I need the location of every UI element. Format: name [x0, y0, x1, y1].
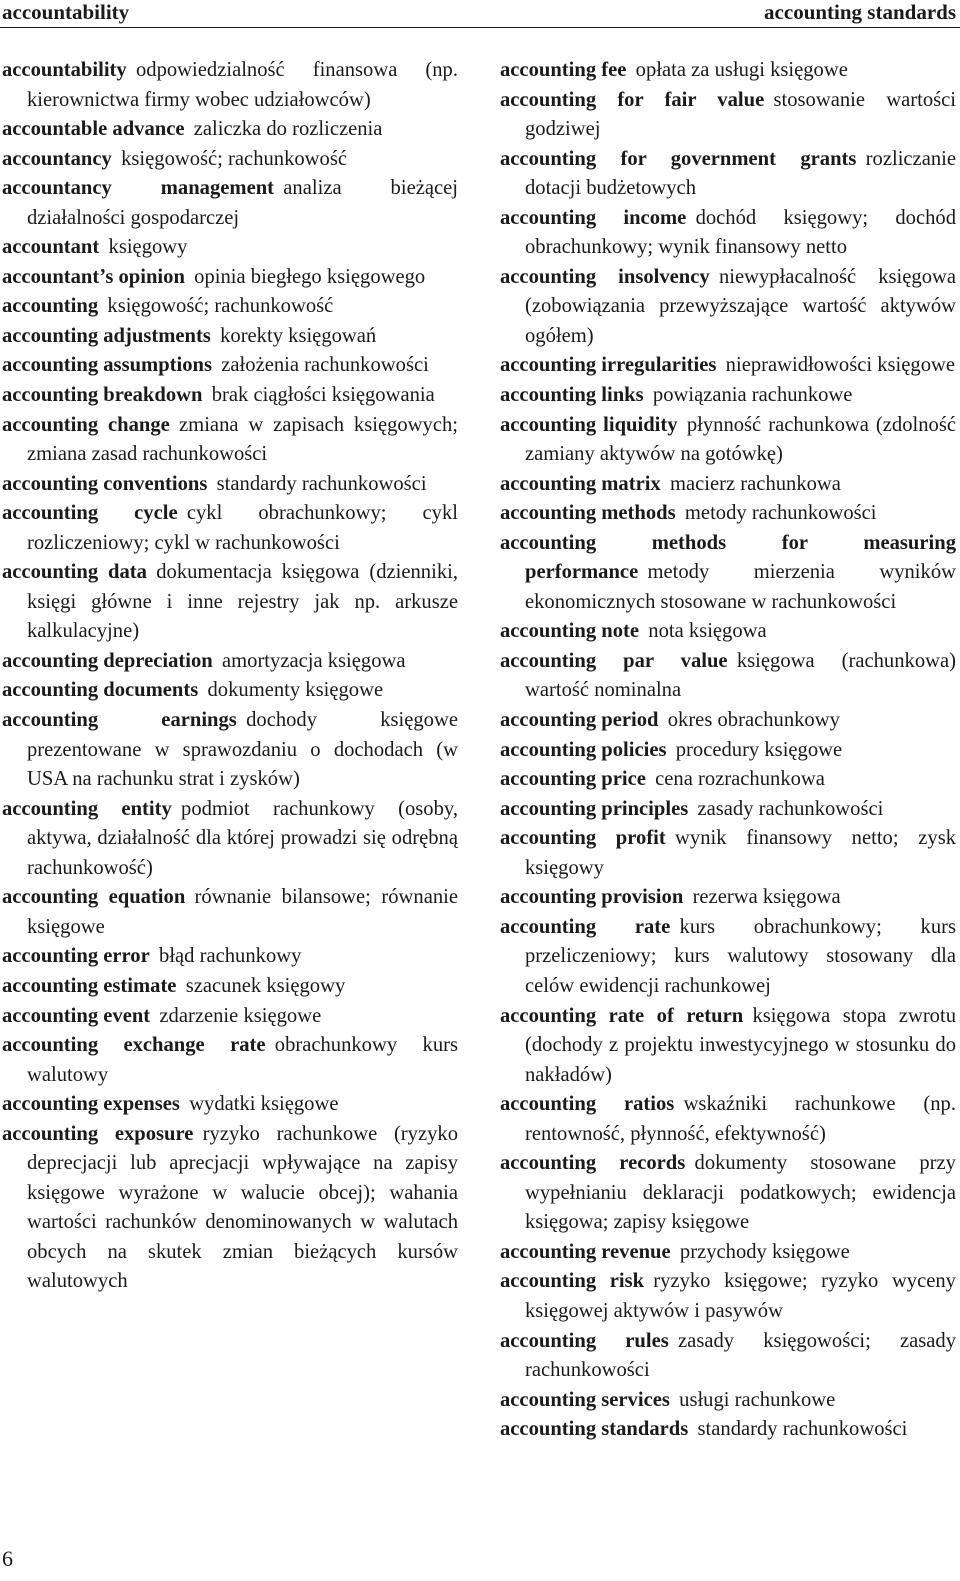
entry-translation: księgowość; rachunkowość	[121, 147, 348, 170]
entry-translation: standardy rachunkowości	[697, 1418, 908, 1441]
dictionary-entry	[500, 145, 956, 204]
entry-term: accounting records	[500, 1152, 686, 1175]
entry-translation: macierz rachunkowa	[670, 472, 841, 495]
dictionary-entry	[500, 263, 956, 352]
entry-translation: księgowa stopa zwrotu (dochody z projektu inwestycyjnego w stosunku do nakładów)	[525, 1004, 956, 1086]
entry-translation: wskaźniki rachunkowe (np. rentowność, płynność, efektywność)	[525, 1093, 956, 1145]
entry-translation: opłata za usługi księgowe	[635, 59, 848, 81]
entry-term: accounting conventions	[2, 472, 208, 495]
entry-term: accounting revenue	[500, 1240, 671, 1263]
entry-translation: metody mierzenia wyników ekonomicznych stosowane w rachunkowości	[525, 561, 956, 613]
entry-translation: opinia biegłego księgowego	[194, 265, 426, 288]
entry-term: accounting ratios	[500, 1093, 675, 1116]
entry-translation: nota księgowa	[648, 620, 767, 643]
entry-translation: założenia rachunkowości	[221, 354, 429, 377]
entry-translation: usługi rachunkowe	[679, 1388, 836, 1411]
entry-term: accounting liquidity	[500, 413, 678, 436]
entry-translation: brak ciągłości księgowania	[211, 384, 435, 407]
entry-term: accounting policies	[500, 738, 667, 761]
entry-term: accounting estimate	[2, 974, 177, 997]
entry-term: accountancy	[2, 147, 112, 170]
entry-term: accounting documents	[2, 679, 199, 702]
dictionary-entry	[2, 499, 458, 558]
entry-term: accounting for fair value	[500, 88, 765, 111]
entry-translation: stosowanie wartości godziwej	[525, 88, 956, 141]
dictionary-entry	[2, 1031, 458, 1090]
entry-term: accountant	[2, 236, 100, 259]
dictionary-entry	[500, 204, 956, 263]
entry-translation: kurs obrachunkowy; kurs przeliczeniowy; kurs walutowy stosowany dla celów ewidencji rachunkowej	[525, 915, 956, 997]
entry-translation: procedury księgowe	[675, 738, 843, 761]
entry-translation: powiązania rachunkowe	[652, 384, 853, 407]
dictionary-entry	[2, 647, 458, 677]
entry-term: accounting depreciation	[2, 649, 213, 672]
entry-term: accountancy management	[2, 177, 275, 200]
entry-translation: dokumentacja księgowa (dzienniki, księgi główne i inne rejestry jak np. arkusze kalkulacyjne)	[27, 561, 458, 643]
entry-translation: korekty księgowań	[220, 324, 377, 347]
entry-term: accounting adjustments	[2, 324, 211, 347]
left-column	[2, 56, 458, 1297]
entry-translation: równanie bilansowe; równanie księgowe	[27, 886, 458, 938]
entry-term: accounting for government grants	[500, 147, 857, 170]
dictionary-entry	[2, 795, 458, 884]
entry-term: accounting exchange rate	[2, 1034, 266, 1057]
entry-translation: zdarzenie księgowe	[159, 1004, 322, 1027]
dictionary-entry	[2, 470, 458, 500]
entry-term: accounting breakdown	[2, 384, 203, 407]
dictionary-entry	[500, 470, 956, 500]
dictionary-entry	[500, 529, 956, 618]
entry-translation: dochód księgowy; dochód obrachunkowy; wynik finansowy netto	[525, 206, 956, 259]
entry-translation: wynik finansowy netto; zysk księgowy	[525, 827, 957, 879]
entry-translation: rozliczanie dotacji budżetowych	[525, 147, 956, 200]
dictionary-entry	[2, 676, 458, 706]
entry-term: accounting fee	[500, 59, 627, 81]
dictionary-entry	[2, 883, 458, 942]
entry-term: accounting note	[500, 620, 640, 643]
dictionary-entry	[500, 824, 956, 883]
entry-term: accounting methods	[500, 502, 676, 525]
dictionary-entry	[2, 322, 458, 352]
dictionary-entry	[500, 913, 956, 1002]
dictionary-entry	[2, 706, 458, 795]
entry-translation: nieprawidłowości księgowe	[725, 354, 956, 377]
dictionary-entry	[2, 1120, 458, 1297]
entry-term: accountable advance	[2, 118, 185, 141]
dictionary-entry	[2, 351, 458, 381]
entry-term: accounting methods for measuring performance	[500, 531, 956, 584]
entry-term: accounting services	[500, 1388, 670, 1411]
dictionary-entry	[2, 233, 458, 263]
entry-term: accounting entity	[2, 797, 172, 820]
dictionary-entry	[2, 263, 458, 293]
dictionary-entry	[2, 558, 458, 647]
dictionary-entry	[500, 1090, 956, 1149]
entry-translation: cykl obrachunkowy; cykl rozliczeniowy; cykl w rachunkowości	[27, 502, 458, 554]
dictionary-entry	[500, 1238, 956, 1268]
entry-term: accounting expenses	[2, 1093, 180, 1116]
entry-term: accounting error	[2, 945, 150, 968]
entry-term: accounting income	[500, 206, 687, 229]
dictionary-entry	[2, 1090, 458, 1120]
entry-translation: księgowa (rachunkowa) wartość nominalna	[525, 649, 956, 702]
entry-translation: odpowiedzialność finansowa (np. kierownictwa firmy wobec udziałowców)	[27, 59, 458, 111]
dictionary-entry	[500, 499, 956, 529]
entry-translation: zaliczka do rozliczenia	[193, 118, 383, 141]
dictionary-entry	[500, 1002, 956, 1091]
dictionary-entry	[2, 145, 458, 175]
dictionary-entry	[500, 1149, 956, 1238]
entry-translation: metody rachunkowości	[684, 502, 877, 525]
dictionary-entry	[2, 972, 458, 1002]
dictionary-entry	[500, 765, 956, 795]
entry-term: accounting profit	[500, 827, 666, 850]
dictionary-entry	[2, 381, 458, 411]
dictionary-entry	[500, 795, 956, 825]
entry-term: accountant’s opinion	[2, 265, 185, 288]
entry-translation: szacunek księgowy	[185, 974, 346, 997]
entry-term: accounting risk	[500, 1270, 645, 1293]
entry-translation: ryzyko księgowe; ryzyko wyceny księgowej aktywów i pasywów	[525, 1270, 956, 1322]
dictionary-entry	[500, 1267, 956, 1326]
dictionary-entry	[500, 883, 956, 913]
entry-term: accounting equation	[2, 886, 186, 909]
dictionary-entry	[2, 174, 458, 233]
entry-term: accounting	[2, 295, 99, 318]
entry-term: accounting insolvency	[500, 265, 710, 288]
entry-translation: cena rozrachunkowa	[655, 768, 825, 791]
dictionary-entry	[2, 411, 458, 470]
dictionary-entry	[500, 381, 956, 411]
entry-term: accountability	[2, 59, 127, 81]
entry-term: accounting matrix	[500, 472, 661, 495]
entry-term: accounting change	[2, 413, 170, 436]
left-guide-word: accountability	[2, 0, 130, 24]
right-column	[500, 56, 956, 1445]
running-header	[0, 0, 960, 27]
entry-translation: amortyzacja księgowa	[221, 649, 406, 672]
dictionary-entry	[2, 292, 458, 322]
entry-translation: księgowość; rachunkowość	[107, 295, 334, 318]
entry-translation: podmiot rachunkowy (osoby, aktywa, działalność dla której prowadzi się odrębną rachunkowość)	[27, 797, 458, 879]
entry-translation: okres obrachunkowy	[667, 709, 840, 732]
header-rule	[0, 27, 960, 28]
dictionary-entry	[2, 115, 458, 145]
entry-translation: zasady księgowości; zasady rachunkowości	[525, 1329, 957, 1382]
entry-translation: obrachunkowy kurs walutowy	[27, 1034, 458, 1086]
dictionary-entry	[500, 736, 956, 766]
entry-term: accounting assumptions	[2, 354, 212, 377]
entry-term: accounting rules	[500, 1329, 669, 1352]
dictionary-entry	[500, 56, 956, 86]
entry-translation: księgowy	[108, 236, 188, 259]
entry-term: accounting rate of return	[500, 1004, 744, 1027]
dictionary-entry	[500, 617, 956, 647]
dictionary-entry	[500, 706, 956, 736]
entry-translation: zmiana w zapisach księgowych; zmiana zasad rachunkowości	[27, 413, 459, 466]
entry-translation: płynność rachunkowa (zdolność zamiany aktywów na gotówkę)	[525, 413, 956, 466]
entry-translation: błąd rachunkowy	[159, 945, 302, 968]
entry-translation: zasady rachunkowości	[697, 797, 884, 820]
entry-translation: dochody księgowe prezentowane w sprawozdaniu o dochodach (w USA na rachunku strat i zysków)	[27, 709, 458, 791]
entry-term: accounting earnings	[2, 709, 237, 732]
entry-term: accounting data	[2, 561, 147, 584]
entry-translation: wydatki księgowe	[189, 1093, 339, 1116]
entry-translation: analiza bieżącej działalności gospodarczej	[27, 177, 458, 229]
entry-term: accounting irregularities	[500, 354, 717, 377]
dictionary-entry	[500, 1415, 956, 1445]
dictionary-entry	[500, 351, 956, 381]
entry-term: accounting principles	[500, 797, 689, 820]
entry-term: accounting cycle	[2, 502, 178, 525]
dictionary-entry	[500, 86, 956, 145]
entry-term: accounting exposure	[2, 1122, 194, 1145]
entry-term: accounting standards	[500, 1418, 689, 1441]
entry-translation: niewypłacalność księgowa (zobowiązania przewyższające wartość aktywów ogółem)	[525, 265, 957, 347]
entry-term: accounting par value	[500, 649, 728, 672]
entry-term: accounting links	[500, 384, 644, 407]
entry-term: accounting price	[500, 768, 646, 791]
entry-term: accounting provision	[500, 886, 684, 909]
dictionary-entry	[2, 942, 458, 972]
dictionary-entry	[2, 1002, 458, 1032]
entry-translation: ryzyko rachunkowe (ryzyko deprecjacji lub aprecjacji wpływające na zapisy księgowe wyrażone w walucie obcej); wahania wartości rachunków denominowanych w walutach obcych na skutek zmian bieżących kursów walutowych	[27, 1122, 458, 1293]
entry-term: accounting event	[2, 1004, 151, 1027]
right-guide-word: accounting standards	[764, 0, 956, 24]
entry-term: accounting period	[500, 709, 659, 732]
entry-translation: przychody księgowe	[679, 1240, 850, 1263]
dictionary-entry	[500, 1386, 956, 1416]
dictionary-entry	[500, 1327, 956, 1386]
entry-translation: dokumenty księgowe	[207, 679, 384, 702]
dictionary-entry	[500, 411, 956, 470]
entry-term: accounting rate	[500, 915, 671, 938]
entry-translation: rezerwa księgowa	[692, 886, 841, 909]
page-number: 6	[2, 1546, 13, 1571]
entry-translation: standardy rachunkowości	[216, 472, 427, 495]
entry-translation: dokumenty stosowane przy wypełnianiu deklaracji podatkowych; ewidencja księgowa; zapisy księgowe	[525, 1152, 956, 1234]
dictionary-entry	[2, 56, 458, 115]
dictionary-entry	[500, 647, 956, 706]
